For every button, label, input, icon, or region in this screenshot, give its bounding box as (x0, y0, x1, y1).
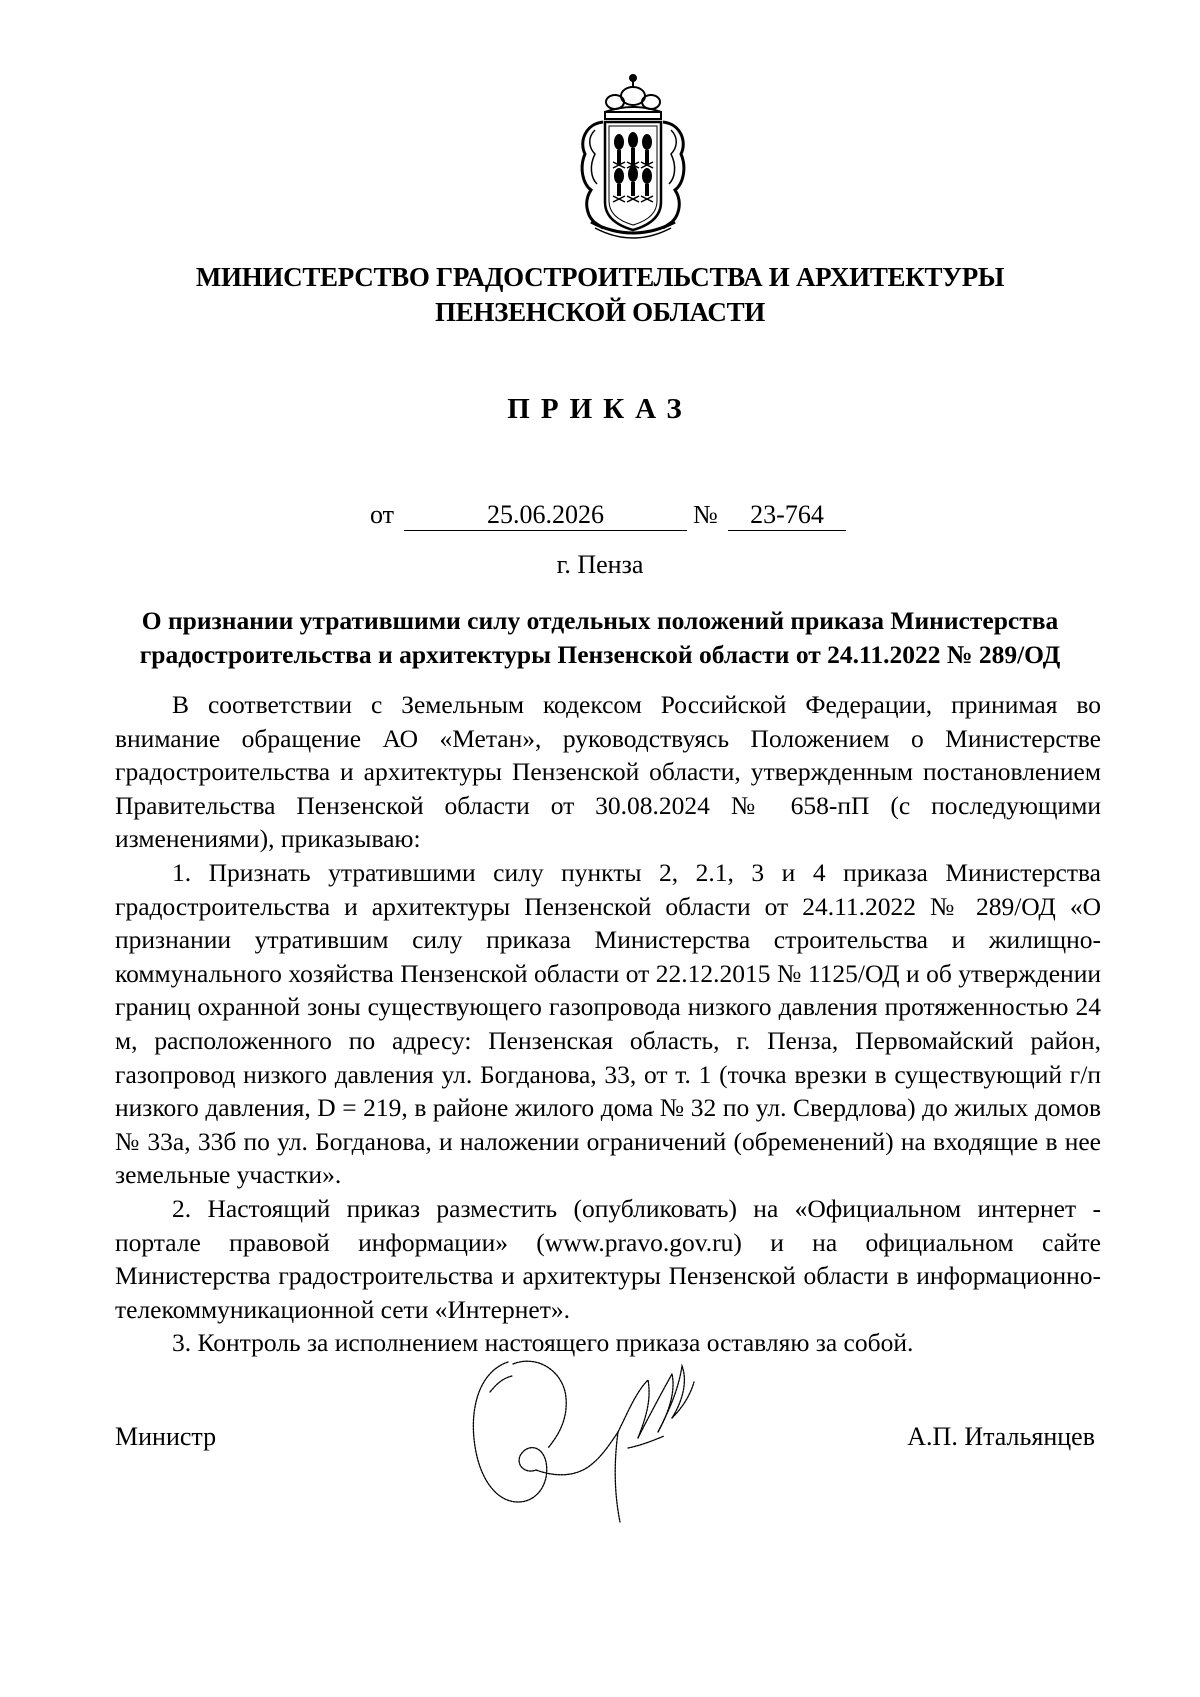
number-label: № (693, 500, 718, 529)
document-title: О признании утратившими силу отдельных положений приказа Министерства градостроительства и архитектуры Пензенской области от 24.11.2022 № 289/ОД (139, 606, 1061, 669)
signatory-role: Министр (115, 1422, 217, 1451)
date-label: от (370, 500, 395, 529)
signatory-name: А.П. Итальянцев (907, 1422, 1095, 1451)
document-type: ПРИКАЗ (507, 393, 693, 425)
city: г. Пенза (556, 550, 644, 579)
clause-paragraph: 2. Настоящий приказ разместить (опубликовать) на «Официальном интернет - портале правовой информации» (www.pravo.gov.ru) и на официальном сайте Министерства градостроительства и архитектуры Пензенской области в информационно-телекоммуникационной сети «Интернет». (115, 1193, 1101, 1324)
clause-paragraph: 1. Признать утратившими силу пункты 2, 2.1, 3 и 4 приказа Министерства градостроительства и архитектуры Пензенской области от 24.11.2022 № 289/ОД «О признании утратившим силу приказа Министерства строительства и жилищно-коммунального хозяйства Пензенской области от 22.12.2015 № 1125/ОД и об утверждении границ охранной зоны существующего газопровода низкого давления протяженностью 24 м, расположенного по адресу: Пензенская область, г. Пенза, Первомайский район, газопровод низкого давления ул. Богданова, 33, от т. 1 (точка врезки в существующий г/п низкого давления, D = 219, в районе жилого дома № 32 по ул. Свердлова) до жилых домов № 33а, 33б по ул. Богданова, и наложении ограничений (обременений) на входящие в нее земельные участки». (115, 857, 1101, 1190)
clause-paragraph: 3. Контроль за исполнением настоящего приказа оставляю за собой. (172, 1328, 914, 1358)
organization-name-line2: ПЕНЗЕНСКОЙ ОБЛАСТИ (435, 297, 765, 327)
document-body (115, 688, 1101, 1360)
signature-block (0, 1422, 1200, 1462)
date-number-line (0, 500, 1200, 534)
document-number: 23-764 (728, 500, 846, 531)
coat-of-arms-icon (577, 72, 689, 242)
document-date: 25.06.2026 (404, 500, 687, 531)
preamble-paragraph: В соответствии с Земельным кодексом Российской Федерации, принимая во внимание обращение АО «Метан», руководствуясь Положением о Министерстве градостроительства и архитектуры Пензенской области, утвержденным постановлением Правительства Пензенской области от 30.08.2024 № 658-пП (с последующими изменениями), приказываю: (115, 690, 1101, 854)
organization-name-line1: МИНИСТЕРСТВО ГРАДОСТРОИТЕЛЬСТВА И АРХИТЕКТУРЫ (195, 262, 1005, 292)
